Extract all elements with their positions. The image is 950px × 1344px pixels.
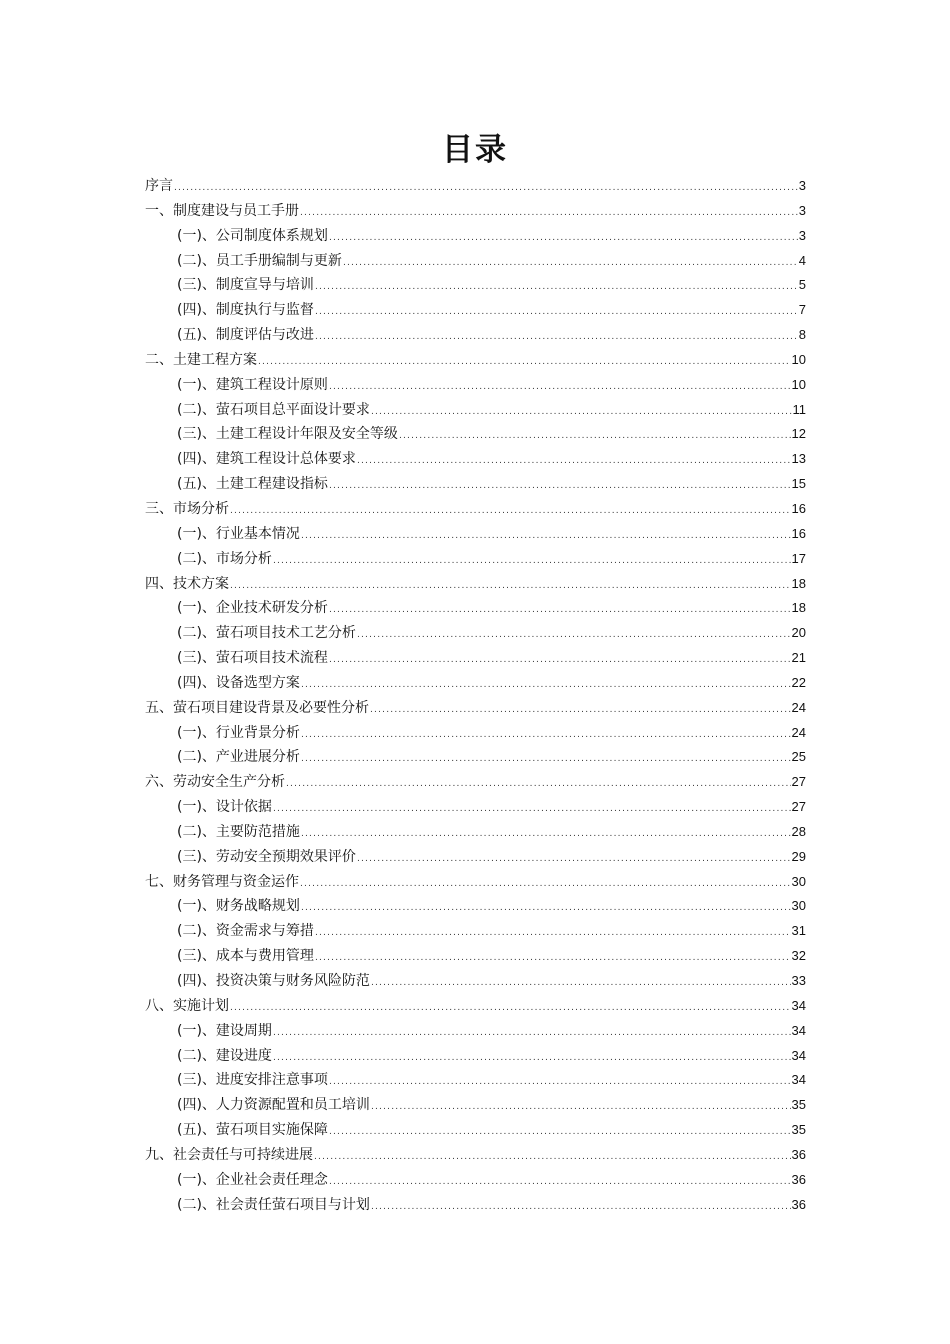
toc-page-number: 10 bbox=[791, 351, 806, 367]
dot-leader bbox=[357, 449, 791, 474]
dot-leader bbox=[273, 549, 791, 574]
dot-leader bbox=[300, 201, 798, 226]
toc-subentry[interactable] bbox=[145, 422, 806, 447]
toc-page-number: 12 bbox=[791, 426, 806, 442]
toc-page-number: 8 bbox=[798, 327, 806, 343]
toc-page-number: 15 bbox=[791, 476, 806, 492]
toc-entry[interactable] bbox=[145, 348, 806, 373]
toc-entry-label: (四)、制度执行与监督 bbox=[177, 302, 314, 319]
dot-leader bbox=[301, 822, 791, 847]
toc-entry-label: (一)、财务战略规划 bbox=[177, 898, 300, 915]
dot-leader bbox=[329, 648, 791, 673]
toc-page-number: 3 bbox=[798, 227, 806, 243]
toc-entry-label: 七、财务管理与资金运作 bbox=[145, 873, 299, 890]
toc-page-number: 30 bbox=[791, 873, 806, 889]
toc-page-number: 34 bbox=[791, 1047, 806, 1063]
dot-leader bbox=[230, 996, 791, 1021]
dot-leader bbox=[329, 1070, 791, 1095]
dot-leader bbox=[329, 474, 791, 499]
toc-page-number: 36 bbox=[791, 1171, 806, 1187]
toc-entry-label: (三)、成本与费用管理 bbox=[177, 948, 314, 965]
toc-page-number: 35 bbox=[791, 1122, 806, 1138]
toc-entry-label: (三)、萤石项目技术流程 bbox=[177, 650, 328, 667]
toc-entry[interactable] bbox=[145, 497, 806, 522]
toc-entry-label: (二)、萤石项目总平面设计要求 bbox=[177, 401, 370, 418]
toc-entry[interactable] bbox=[145, 174, 806, 199]
toc-page-number: 33 bbox=[791, 973, 806, 988]
toc-page-number: 22 bbox=[791, 674, 806, 690]
page-title: 目录 bbox=[442, 132, 508, 168]
toc-subentry[interactable] bbox=[145, 522, 806, 547]
toc-subentry[interactable] bbox=[145, 1168, 806, 1193]
toc-page-number: 10 bbox=[791, 376, 806, 392]
toc-subentry[interactable] bbox=[145, 820, 806, 845]
toc-entry-label: (四)、人力资源配置和员工培训 bbox=[177, 1097, 370, 1114]
toc-entry-label: (四)、建筑工程设计总体要求 bbox=[177, 451, 356, 468]
dot-leader bbox=[301, 673, 791, 698]
toc-entry-label: (三)、进度安排注意事项 bbox=[177, 1072, 328, 1089]
dot-leader bbox=[329, 1170, 791, 1195]
toc-page-number: 34 bbox=[791, 997, 806, 1013]
dot-leader bbox=[329, 598, 791, 623]
toc-page-number: 11 bbox=[792, 401, 806, 417]
toc-page-number: 32 bbox=[791, 948, 806, 964]
toc-entry-label: (四)、投资决策与财务风险防范 bbox=[177, 973, 370, 989]
toc-page-number: 27 bbox=[791, 799, 806, 815]
toc-entry-label: (一)、企业技术研发分析 bbox=[177, 600, 328, 617]
toc-entry-label: 序言 bbox=[145, 178, 173, 194]
toc-entry-label: (二)、建设进度 bbox=[177, 1047, 272, 1064]
toc-entry-label: (一)、设计依据 bbox=[177, 799, 272, 816]
dot-leader bbox=[301, 747, 791, 772]
toc-subentry[interactable] bbox=[145, 646, 806, 671]
toc-page-number: 28 bbox=[791, 823, 806, 839]
dot-leader bbox=[174, 176, 798, 201]
dot-leader bbox=[315, 325, 798, 350]
toc-entry-label: 三、市场分析 bbox=[145, 500, 229, 517]
toc-entry-label: (一)、建筑工程设计原则 bbox=[177, 376, 328, 393]
toc-page-number: 21 bbox=[791, 650, 806, 666]
toc-page-number: 3 bbox=[798, 202, 806, 218]
dot-leader bbox=[301, 896, 791, 921]
dot-leader bbox=[343, 251, 798, 276]
toc-subentry[interactable] bbox=[145, 1068, 806, 1093]
toc-entry-label: (二)、资金需求与筹措 bbox=[177, 923, 314, 940]
toc-entry-label: (二)、产业进展分析 bbox=[177, 749, 300, 766]
toc-page-number: 24 bbox=[791, 699, 806, 715]
toc-subentry[interactable] bbox=[145, 447, 806, 472]
toc-page-number: 7 bbox=[798, 302, 806, 318]
dot-leader bbox=[301, 524, 791, 549]
toc-subentry[interactable] bbox=[145, 596, 806, 621]
toc-entry-label: 六、劳动安全生产分析 bbox=[145, 774, 285, 791]
toc-entry[interactable] bbox=[145, 870, 806, 895]
dot-leader bbox=[357, 623, 791, 648]
toc-page-number: 34 bbox=[791, 1022, 806, 1038]
toc-subentry[interactable] bbox=[145, 1193, 806, 1218]
dot-leader bbox=[273, 797, 791, 822]
toc-subentry[interactable] bbox=[145, 1044, 806, 1069]
toc-page-number: 16 bbox=[791, 525, 806, 541]
dot-leader bbox=[286, 772, 791, 797]
dot-leader bbox=[329, 1120, 791, 1145]
toc-page-number: 5 bbox=[798, 277, 806, 293]
toc-entry[interactable] bbox=[145, 994, 806, 1019]
dot-leader bbox=[329, 226, 798, 251]
toc-page-number: 25 bbox=[791, 749, 806, 765]
toc-subentry[interactable] bbox=[145, 398, 806, 423]
toc-entry[interactable] bbox=[145, 770, 806, 795]
dot-leader bbox=[258, 350, 791, 375]
toc-subentry[interactable] bbox=[145, 671, 806, 696]
toc-subentry[interactable] bbox=[145, 919, 806, 944]
toc-subentry[interactable] bbox=[145, 969, 806, 994]
toc-page-number: 18 bbox=[791, 600, 806, 616]
dot-leader bbox=[273, 1046, 791, 1071]
toc-entry-label: (一)、行业基本情况 bbox=[177, 525, 300, 542]
toc-entry-label: 五、萤石项目建设背景及必要性分析 bbox=[145, 699, 369, 716]
toc-entry-label: (四)、设备选型方案 bbox=[177, 674, 300, 691]
table-of-contents bbox=[145, 174, 806, 1217]
toc-entry-label: (三)、土建工程设计年限及安全等级 bbox=[177, 426, 398, 443]
toc-page-number: 18 bbox=[791, 575, 806, 591]
toc-subentry[interactable] bbox=[145, 1019, 806, 1044]
toc-subentry[interactable] bbox=[145, 547, 806, 572]
toc-subentry[interactable] bbox=[145, 273, 806, 298]
dot-leader bbox=[300, 872, 791, 897]
dot-leader bbox=[357, 847, 791, 872]
toc-page-number: 17 bbox=[791, 550, 806, 566]
toc-entry-label: (五)、制度评估与改进 bbox=[177, 327, 314, 344]
toc-entry-label: (二)、员工手册编制与更新 bbox=[177, 252, 342, 269]
toc-entry-label: 八、实施计划 bbox=[145, 997, 229, 1014]
toc-entry-label: 一、制度建设与员工手册 bbox=[145, 202, 299, 219]
toc-page-number: 36 bbox=[791, 1196, 806, 1212]
dot-leader bbox=[315, 921, 791, 946]
toc-entry-label: (一)、公司制度体系规划 bbox=[177, 227, 328, 244]
toc-entry-label: 四、技术方案 bbox=[145, 575, 229, 592]
dot-leader bbox=[315, 946, 791, 971]
toc-subentry[interactable] bbox=[145, 472, 806, 497]
dot-leader bbox=[371, 971, 791, 996]
toc-entry-label: (二)、市场分析 bbox=[177, 550, 272, 567]
toc-page-number: 34 bbox=[791, 1072, 806, 1088]
toc-page-number: 35 bbox=[791, 1097, 806, 1113]
toc-entry[interactable] bbox=[145, 1143, 806, 1168]
toc-entry[interactable] bbox=[145, 199, 806, 224]
toc-page-number: 4 bbox=[798, 252, 806, 268]
dot-leader bbox=[230, 574, 791, 599]
dot-leader bbox=[371, 400, 792, 425]
toc-subentry[interactable] bbox=[145, 1118, 806, 1143]
toc-subentry[interactable] bbox=[145, 745, 806, 770]
toc-entry-label: (五)、土建工程建设指标 bbox=[177, 476, 328, 493]
toc-page-number: 24 bbox=[791, 724, 806, 740]
toc-subentry[interactable] bbox=[145, 845, 806, 870]
toc-entry-label: 九、社会责任与可持续进展 bbox=[145, 1146, 313, 1163]
toc-page-number: 3 bbox=[798, 178, 806, 193]
dot-leader bbox=[370, 698, 791, 723]
toc-subentry[interactable] bbox=[145, 249, 806, 274]
toc-subentry[interactable] bbox=[145, 944, 806, 969]
dot-leader bbox=[399, 424, 791, 449]
toc-entry-label: (三)、劳动安全预期效果评价 bbox=[177, 848, 356, 865]
dot-leader bbox=[315, 275, 798, 300]
toc-entry-label: (二)、主要防范措施 bbox=[177, 823, 300, 840]
toc-entry-label: (二)、萤石项目技术工艺分析 bbox=[177, 625, 356, 642]
toc-entry[interactable] bbox=[145, 696, 806, 721]
toc-page-number: 31 bbox=[791, 923, 806, 939]
toc-subentry[interactable] bbox=[145, 795, 806, 820]
toc-entry-label: (一)、行业背景分析 bbox=[177, 724, 300, 741]
toc-entry-label: (一)、企业社会责任理念 bbox=[177, 1171, 328, 1188]
toc-subentry[interactable] bbox=[145, 721, 806, 746]
toc-subentry[interactable] bbox=[145, 323, 806, 348]
dot-leader bbox=[314, 1145, 791, 1170]
toc-entry[interactable] bbox=[145, 572, 806, 597]
toc-page-number: 27 bbox=[791, 774, 806, 790]
toc-subentry[interactable] bbox=[145, 298, 806, 323]
toc-page-number: 30 bbox=[791, 898, 806, 914]
dot-leader bbox=[371, 1195, 791, 1220]
dot-leader bbox=[230, 499, 791, 524]
dot-leader bbox=[301, 723, 791, 748]
dot-leader bbox=[371, 1095, 791, 1120]
toc-entry-label: (一)、建设周期 bbox=[177, 1022, 272, 1039]
toc-page-number: 20 bbox=[791, 625, 806, 641]
toc-subentry[interactable] bbox=[145, 621, 806, 646]
toc-page-number: 16 bbox=[791, 500, 806, 516]
toc-subentry[interactable] bbox=[145, 894, 806, 919]
toc-entry-label: (三)、制度宣导与培训 bbox=[177, 277, 314, 294]
toc-page-number: 36 bbox=[791, 1146, 806, 1162]
toc-entry-label: (二)、社会责任萤石项目与计划 bbox=[177, 1196, 370, 1213]
toc-page-number: 29 bbox=[791, 848, 806, 864]
toc-entry-label: 二、土建工程方案 bbox=[145, 351, 257, 368]
toc-subentry[interactable] bbox=[145, 373, 806, 398]
toc-subentry[interactable] bbox=[145, 1093, 806, 1118]
dot-leader bbox=[329, 375, 791, 400]
dot-leader bbox=[273, 1021, 791, 1046]
dot-leader bbox=[315, 300, 798, 325]
toc-page-number: 13 bbox=[791, 451, 806, 467]
toc-subentry[interactable] bbox=[145, 224, 806, 249]
toc-entry-label: (五)、萤石项目实施保障 bbox=[177, 1122, 328, 1139]
